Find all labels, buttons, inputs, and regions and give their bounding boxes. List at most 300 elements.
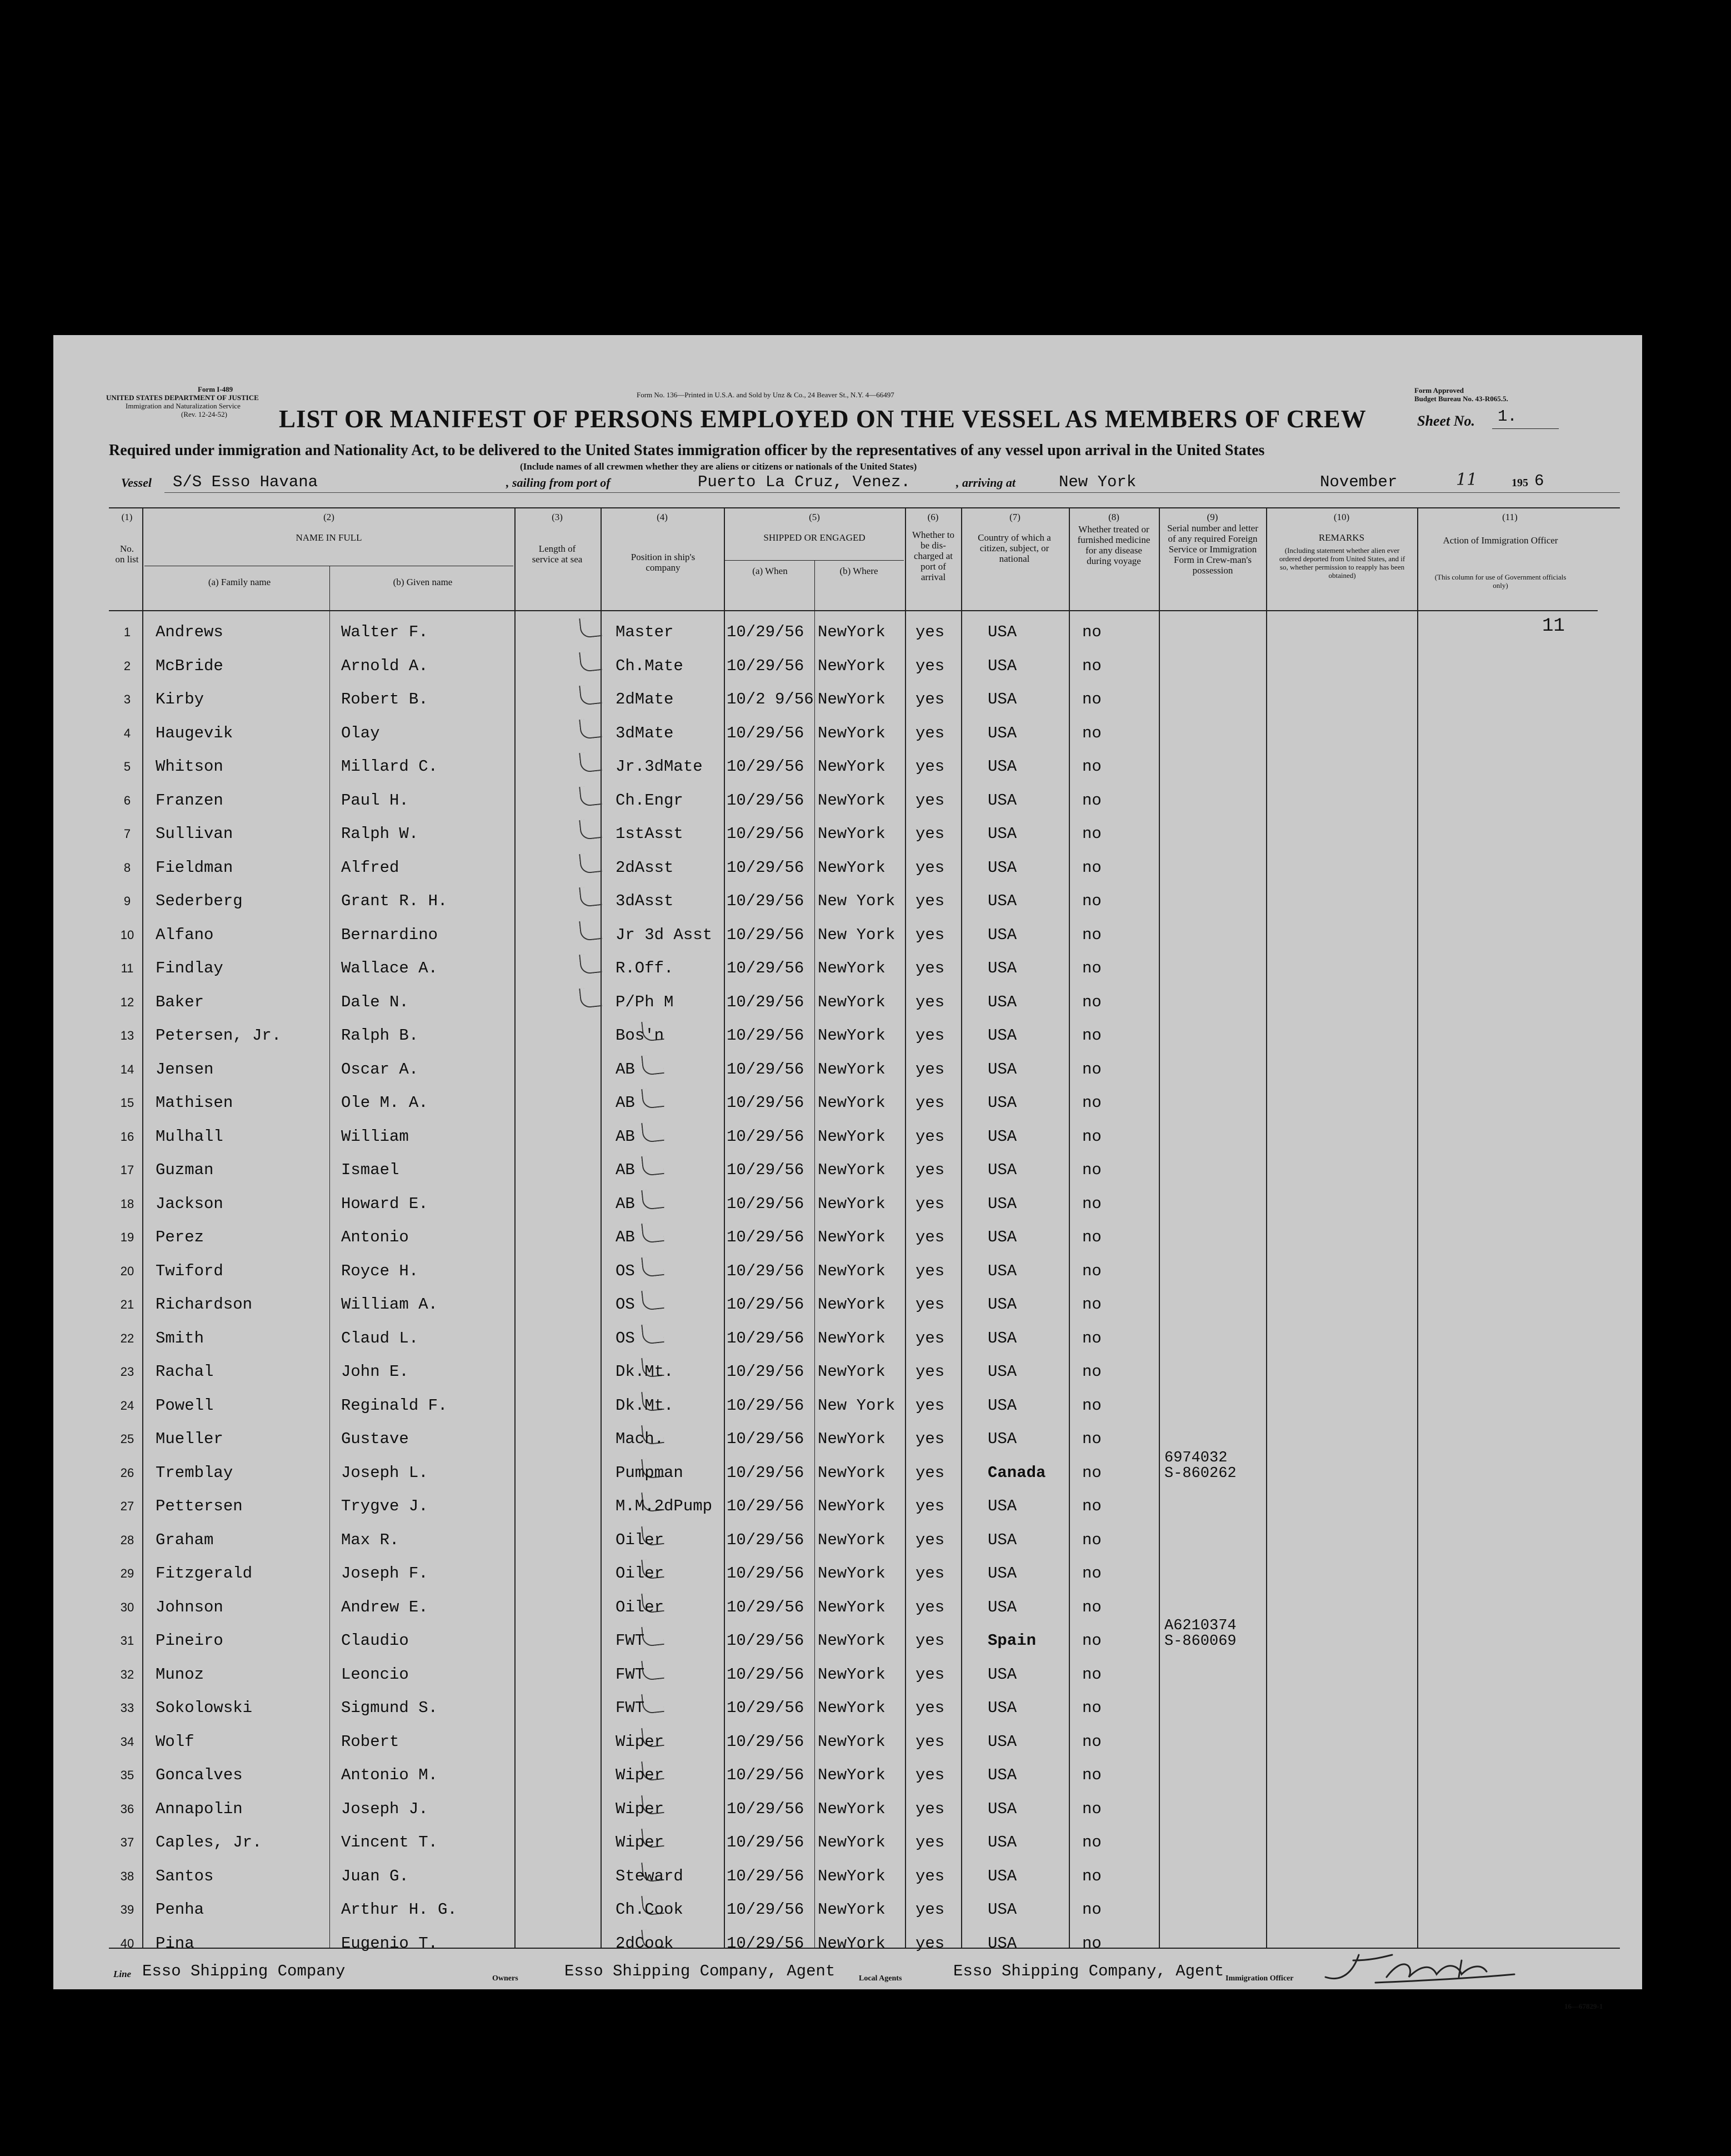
shipped-where: NewYork	[818, 1195, 885, 1213]
given-name: John E.	[341, 1363, 409, 1381]
check-mark-icon	[641, 1221, 664, 1244]
country: USA	[988, 1127, 1017, 1146]
check-mark-icon	[641, 1692, 664, 1714]
col-5b-header: (b) Where	[839, 566, 878, 576]
medicine: no	[1082, 757, 1102, 776]
col-2-header: NAME IN FULL	[296, 532, 362, 543]
country: USA	[988, 1900, 1017, 1919]
row-number: 26	[120, 1466, 134, 1480]
col-10-header: REMARKS	[1318, 532, 1365, 543]
check-mark-icon	[579, 818, 602, 840]
discharged: yes	[915, 1699, 945, 1717]
family-name: Baker	[156, 993, 204, 1011]
family-name: Pineiro	[156, 1631, 223, 1650]
discharged: yes	[915, 892, 945, 910]
col-7-number: (7)	[1009, 512, 1020, 522]
check-mark-icon	[579, 683, 602, 706]
shipped-when: 10/29/56	[727, 657, 804, 675]
crew-row	[53, 647, 1642, 681]
shipped-where: NewYork	[818, 757, 885, 776]
col-3-header: Length of service at sea	[532, 543, 583, 565]
position: Bos'n	[616, 1026, 664, 1045]
row-number: 8	[123, 861, 131, 875]
shipped-where: NewYork	[818, 690, 885, 708]
row-number: 2	[123, 659, 131, 673]
family-name: Santos	[156, 1867, 214, 1885]
officer-signature	[1320, 1944, 1520, 1994]
shipped-where: New York	[818, 892, 895, 910]
shipped-when: 10/29/56	[727, 1464, 804, 1482]
country: USA	[988, 1295, 1017, 1314]
medicine: no	[1082, 1127, 1102, 1146]
shipped-where: NewYork	[818, 1262, 885, 1280]
position: Ch.Engr	[616, 791, 683, 810]
given-name: Joseph J.	[341, 1800, 428, 1818]
shipped-when: 10/29/56	[727, 1833, 804, 1851]
given-name: Bernardino	[341, 926, 438, 944]
shipped-where: NewYork	[818, 1733, 885, 1751]
col-1-number: (1)	[121, 512, 133, 522]
given-name: Joseph L.	[341, 1464, 428, 1482]
line-label: Line	[113, 1969, 132, 1979]
discharged: yes	[915, 1363, 945, 1381]
crew-row	[53, 613, 1642, 647]
family-name: Wolf	[156, 1733, 194, 1751]
position: P/Ph M	[616, 993, 674, 1011]
col-6-number: (6)	[927, 512, 939, 522]
shipped-where: NewYork	[818, 825, 885, 843]
given-name: Alfred	[341, 859, 399, 877]
country: USA	[988, 926, 1017, 944]
shipped-where: NewYork	[818, 1094, 885, 1112]
country: USA	[988, 757, 1017, 776]
medicine: no	[1082, 1262, 1102, 1280]
check-mark-icon	[641, 1087, 664, 1109]
medicine: no	[1082, 1396, 1102, 1415]
crew-row	[53, 916, 1642, 950]
row-number: 16	[120, 1130, 134, 1144]
given-name: Ralph W.	[341, 825, 419, 843]
shipped-where: NewYork	[818, 1026, 885, 1045]
position: R.Off.	[616, 959, 674, 977]
position: Ch.Mate	[616, 657, 683, 675]
discharged: yes	[915, 791, 945, 810]
country: USA	[988, 993, 1017, 1011]
shipped-when: 10/29/56	[727, 1195, 804, 1213]
medicine: no	[1082, 791, 1102, 810]
discharged: yes	[915, 724, 945, 742]
row-number: 33	[120, 1701, 134, 1715]
medicine: no	[1082, 1430, 1102, 1448]
shipped-when: 10/29/56	[727, 1094, 804, 1112]
medicine: no	[1082, 690, 1102, 708]
shipped-where: NewYork	[818, 1161, 885, 1179]
row-number: 14	[120, 1062, 134, 1076]
shipped-when: 10/29/56	[727, 1396, 804, 1415]
row-number: 24	[120, 1399, 134, 1413]
family-name: Smith	[156, 1329, 204, 1348]
crew-row	[53, 1554, 1642, 1588]
country: USA	[988, 1733, 1017, 1751]
family-name: Kirby	[156, 690, 204, 708]
medicine: no	[1082, 959, 1102, 977]
family-name: Mathisen	[156, 1094, 233, 1112]
discharged: yes	[915, 1430, 945, 1448]
position: 3dMate	[616, 724, 674, 742]
year-prefix: 195	[1512, 477, 1528, 489]
crew-row	[53, 1185, 1642, 1219]
discharged: yes	[915, 926, 945, 944]
position: 1stAsst	[616, 825, 683, 843]
crew-row	[53, 1450, 1642, 1488]
shipped-when: 10/29/56	[727, 1430, 804, 1448]
table-top-border	[109, 507, 1620, 508]
family-name: McBride	[156, 657, 223, 675]
shipped-where: NewYork	[818, 959, 885, 977]
col-10-note: (Including statement whether alien ever ordered deported from United States, and if so, whether permission to reapply has been obtained)	[1279, 546, 1405, 580]
shipped-when: 10/29/56	[727, 1598, 804, 1616]
medicine: no	[1082, 1026, 1102, 1045]
row-number: 1	[123, 625, 131, 639]
crew-row	[53, 983, 1642, 1017]
shipped-where: NewYork	[818, 1800, 885, 1818]
crew-row	[53, 1655, 1642, 1689]
country: USA	[988, 1867, 1017, 1885]
position: Master	[616, 623, 674, 641]
position: 2dMate	[616, 690, 674, 708]
family-name: Caples, Jr.	[156, 1833, 262, 1851]
shipped-when: 10/29/56	[727, 825, 804, 843]
country: USA	[988, 1766, 1017, 1784]
discharged: yes	[915, 757, 945, 776]
given-name: Arnold A.	[341, 657, 428, 675]
shipped-when: 10/29/56	[727, 926, 804, 944]
family-name: Sederberg	[156, 892, 243, 910]
given-name: Royce H.	[341, 1262, 419, 1280]
medicine: no	[1082, 1564, 1102, 1583]
family-name: Guzman	[156, 1161, 214, 1179]
position: Wiper	[616, 1800, 664, 1818]
shipped-when: 10/29/56	[727, 1531, 804, 1549]
check-mark-icon	[579, 785, 602, 807]
position: Oiler	[616, 1564, 664, 1583]
given-name: Claud L.	[341, 1329, 419, 1348]
medicine: no	[1082, 926, 1102, 944]
form-note: (Include names of all crewmen whether they are aliens or citizens or nationals of the United States)	[520, 461, 917, 472]
discharged: yes	[915, 1598, 945, 1616]
arriving-label: , arriving at	[956, 476, 1015, 490]
discharged: yes	[915, 1295, 945, 1314]
row-number: 28	[120, 1533, 134, 1547]
position: AB	[616, 1228, 635, 1246]
footer-code: 16—67829-1	[1564, 2002, 1603, 2010]
family-name: Rachal	[156, 1363, 214, 1381]
shipped-where: NewYork	[818, 1531, 885, 1549]
family-name: Jackson	[156, 1195, 223, 1213]
shipped-when: 10/29/56	[727, 1665, 804, 1684]
country: USA	[988, 1195, 1017, 1213]
discharged: yes	[915, 825, 945, 843]
position: 3dAsst	[616, 892, 674, 910]
immigration-officer-label: Immigration Officer	[1225, 1974, 1294, 1983]
given-name: Arthur H. G.	[341, 1900, 457, 1919]
col-2b-header: (b) Given name	[393, 577, 453, 587]
country: USA	[988, 1228, 1017, 1246]
discharged: yes	[915, 1329, 945, 1348]
shipped-where: NewYork	[818, 1699, 885, 1717]
given-name: Vincent T.	[341, 1833, 438, 1851]
shipped-when: 10/29/56	[727, 1766, 804, 1784]
shipped-where: NewYork	[818, 1363, 885, 1381]
row-number: 23	[120, 1365, 134, 1379]
family-name: Fieldman	[156, 859, 233, 877]
crew-row	[53, 1420, 1642, 1454]
given-name: Claudio	[341, 1631, 409, 1650]
shipped-where: NewYork	[818, 1598, 885, 1616]
family-name: Pina	[156, 1934, 194, 1953]
family-name: Richardson	[156, 1295, 253, 1314]
given-name: Paul H.	[341, 791, 409, 810]
row-number: 39	[120, 1903, 134, 1917]
medicine: no	[1082, 1531, 1102, 1549]
approved-line: Form Approved	[1414, 386, 1464, 395]
row-number: 35	[120, 1768, 134, 1782]
crew-row	[53, 1218, 1642, 1252]
country: USA	[988, 1396, 1017, 1415]
family-name: Sokolowski	[156, 1699, 253, 1717]
country: USA	[988, 1026, 1017, 1045]
given-name: Reginald F.	[341, 1396, 448, 1415]
medicine: no	[1082, 1094, 1102, 1112]
country: USA	[988, 1060, 1017, 1079]
crew-row	[53, 1521, 1642, 1555]
discharged: yes	[915, 1531, 945, 1549]
crew-row	[53, 949, 1642, 983]
crew-row	[53, 1386, 1642, 1420]
country: USA	[988, 1564, 1017, 1583]
shipped-when: 10/29/56	[727, 1800, 804, 1818]
crew-row	[53, 815, 1642, 849]
given-name: Antonio M.	[341, 1766, 438, 1784]
check-mark-icon	[641, 1322, 664, 1345]
form-number: Form I-489	[198, 385, 233, 393]
discharged: yes	[915, 1262, 945, 1280]
family-name: Johnson	[156, 1598, 223, 1616]
medicine: no	[1082, 1060, 1102, 1079]
discharged: yes	[915, 959, 945, 977]
discharged: yes	[915, 1631, 945, 1650]
given-name: Sigmund S.	[341, 1699, 438, 1717]
country: Canada	[988, 1464, 1046, 1482]
crew-row	[53, 1790, 1642, 1824]
col-5-header: SHIPPED OR ENGAGED	[763, 532, 866, 543]
family-name: Annapolin	[156, 1800, 243, 1818]
family-name: Haugevik	[156, 724, 233, 742]
given-name: Juan G.	[341, 1867, 409, 1885]
check-mark-icon	[579, 717, 602, 740]
shipped-where: NewYork	[818, 1295, 885, 1314]
row-number: 20	[120, 1264, 134, 1278]
country: USA	[988, 1598, 1017, 1616]
country: USA	[988, 1430, 1017, 1448]
discharged: yes	[915, 1396, 945, 1415]
discharged: yes	[915, 1733, 945, 1751]
shipped-when: 10/29/56	[727, 1900, 804, 1919]
row-number: 3	[123, 692, 131, 706]
row-number: 29	[120, 1566, 134, 1580]
shipped-where: New York	[818, 1396, 895, 1415]
col-9-header: Serial number and letter of any required Foreign Service or Immigration Form in Crew-man's possession	[1167, 523, 1258, 576]
shipped-when: 10/29/56	[727, 1564, 804, 1583]
family-name: Petersen, Jr.	[156, 1026, 282, 1045]
shipped-where: NewYork	[818, 1127, 885, 1146]
shipped-where: NewYork	[818, 1497, 885, 1515]
medicine: no	[1082, 1631, 1102, 1650]
shipped-where: NewYork	[818, 623, 885, 641]
shipped-when: 10/29/56	[727, 1295, 804, 1314]
given-name: Walter F.	[341, 623, 428, 641]
family-name: Twiford	[156, 1262, 223, 1280]
shipped-where: NewYork	[818, 1766, 885, 1784]
col-2a-header: (a) Family name	[208, 577, 271, 587]
position: Oiler	[616, 1531, 664, 1549]
col-2-number: (2)	[323, 512, 334, 522]
crew-row	[53, 1117, 1642, 1151]
local-agents-label: Local Agents	[859, 1974, 902, 1983]
shipped-when: 10/29/56	[727, 1497, 804, 1515]
country: USA	[988, 1833, 1017, 1851]
given-name: Leoncio	[341, 1665, 409, 1684]
medicine: no	[1082, 1699, 1102, 1717]
shipped-where: NewYork	[818, 1867, 885, 1885]
crew-row	[53, 1857, 1642, 1891]
shipped-when: 10/29/56	[727, 993, 804, 1011]
shipped-when: 10/29/56	[727, 1060, 804, 1079]
row-number: 34	[120, 1735, 134, 1749]
discharged: yes	[915, 1094, 945, 1112]
country: USA	[988, 1699, 1017, 1717]
shipped-when: 10/29/56	[727, 1699, 804, 1717]
crew-row	[53, 1823, 1642, 1857]
shipped-where: NewYork	[818, 1329, 885, 1348]
crew-row	[53, 680, 1642, 714]
position: Wiper	[616, 1833, 664, 1851]
row-number: 17	[120, 1163, 134, 1177]
arrival-day: 11	[1456, 470, 1478, 490]
medicine: no	[1082, 657, 1102, 675]
country: USA	[988, 690, 1017, 708]
medicine: no	[1082, 1363, 1102, 1381]
crew-row	[53, 1689, 1642, 1723]
discharged: yes	[915, 1564, 945, 1583]
row-number: 10	[120, 928, 134, 942]
country: USA	[988, 1094, 1017, 1112]
medicine: no	[1082, 1766, 1102, 1784]
family-name: Penha	[156, 1900, 204, 1919]
row-number: 15	[120, 1096, 134, 1110]
shipped-when: 10/29/56	[727, 1867, 804, 1885]
owners-value: Esso Shipping Company, Agent	[564, 1962, 836, 1980]
country: USA	[988, 959, 1017, 977]
given-name: Millard C.	[341, 757, 438, 776]
sheet-number: 1.	[1498, 407, 1517, 426]
given-name: Dale N.	[341, 993, 409, 1011]
service-line: Immigration and Naturalization Service	[126, 402, 241, 410]
family-name: Goncalves	[156, 1766, 243, 1784]
family-name: Alfano	[156, 926, 214, 944]
serial-number: A6210374 S-860069	[1164, 1618, 1237, 1650]
medicine: no	[1082, 1900, 1102, 1919]
discharged: yes	[915, 1900, 945, 1919]
crew-row	[53, 1151, 1642, 1185]
arrival-month: November	[1320, 473, 1398, 491]
check-mark-icon	[579, 852, 602, 874]
row-number: 37	[120, 1835, 134, 1849]
manifest-sheet	[53, 335, 1642, 2010]
crew-row	[53, 1252, 1642, 1286]
crew-row	[53, 1016, 1642, 1050]
position: Wiper	[616, 1733, 664, 1751]
family-name: Mueller	[156, 1430, 223, 1448]
position: FWT	[616, 1699, 645, 1717]
shipped-when: 10/29/56	[727, 1329, 804, 1348]
col-11-note: (This column for use of Government officials only)	[1434, 573, 1567, 590]
given-name: Eugenio T.	[341, 1934, 438, 1953]
row-number: 4	[123, 726, 131, 740]
shipped-when: 10/29/56	[727, 1262, 804, 1280]
given-name: Wallace A.	[341, 959, 438, 977]
shipped-when: 10/29/56	[727, 1733, 804, 1751]
sheet-number-rule	[1492, 428, 1559, 429]
departure-port: Puerto La Cruz, Venez.	[698, 473, 910, 491]
shipped-where: NewYork	[818, 657, 885, 675]
medicine: no	[1082, 993, 1102, 1011]
given-name: Olay	[341, 724, 380, 742]
family-name: Findlay	[156, 959, 223, 977]
position: OS	[616, 1295, 635, 1314]
position: AB	[616, 1094, 635, 1112]
shipped-where: NewYork	[818, 1934, 885, 1953]
shipped-where: NewYork	[818, 791, 885, 810]
row-number: 5	[123, 760, 131, 773]
crew-row	[53, 1588, 1642, 1622]
col-7-header: Country of which a citizen, subject, or national	[978, 532, 1051, 564]
line-value: Esso Shipping Company	[142, 1962, 346, 1980]
shipped-where: NewYork	[818, 1900, 885, 1919]
medicine: no	[1082, 1161, 1102, 1179]
country: USA	[988, 657, 1017, 675]
row-number: 18	[120, 1197, 134, 1211]
medicine: no	[1082, 1295, 1102, 1314]
revision-line: (Rev. 12-24-52)	[181, 410, 227, 418]
shipped-where: NewYork	[818, 1228, 885, 1246]
col-5a-header: (a) When	[752, 566, 788, 576]
country: USA	[988, 1531, 1017, 1549]
discharged: yes	[915, 690, 945, 708]
row-number: 13	[120, 1029, 134, 1042]
shipped-when: 10/29/56	[727, 959, 804, 977]
medicine: no	[1082, 859, 1102, 877]
shipped-when: 10/29/56	[727, 623, 804, 641]
position: FWT	[616, 1631, 645, 1650]
medicine: no	[1082, 1598, 1102, 1616]
shipped-when: 10/29/56	[727, 859, 804, 877]
form-subtitle: Required under immigration and Nationality Act, to be delivered to the United States immigration officer by the representatives of any vessel upon arrival in the United States	[109, 442, 1265, 459]
shipped-where: NewYork	[818, 724, 885, 742]
given-name: Ole M. A.	[341, 1094, 428, 1112]
shipped-where: NewYork	[818, 993, 885, 1011]
crew-row	[53, 1285, 1642, 1319]
